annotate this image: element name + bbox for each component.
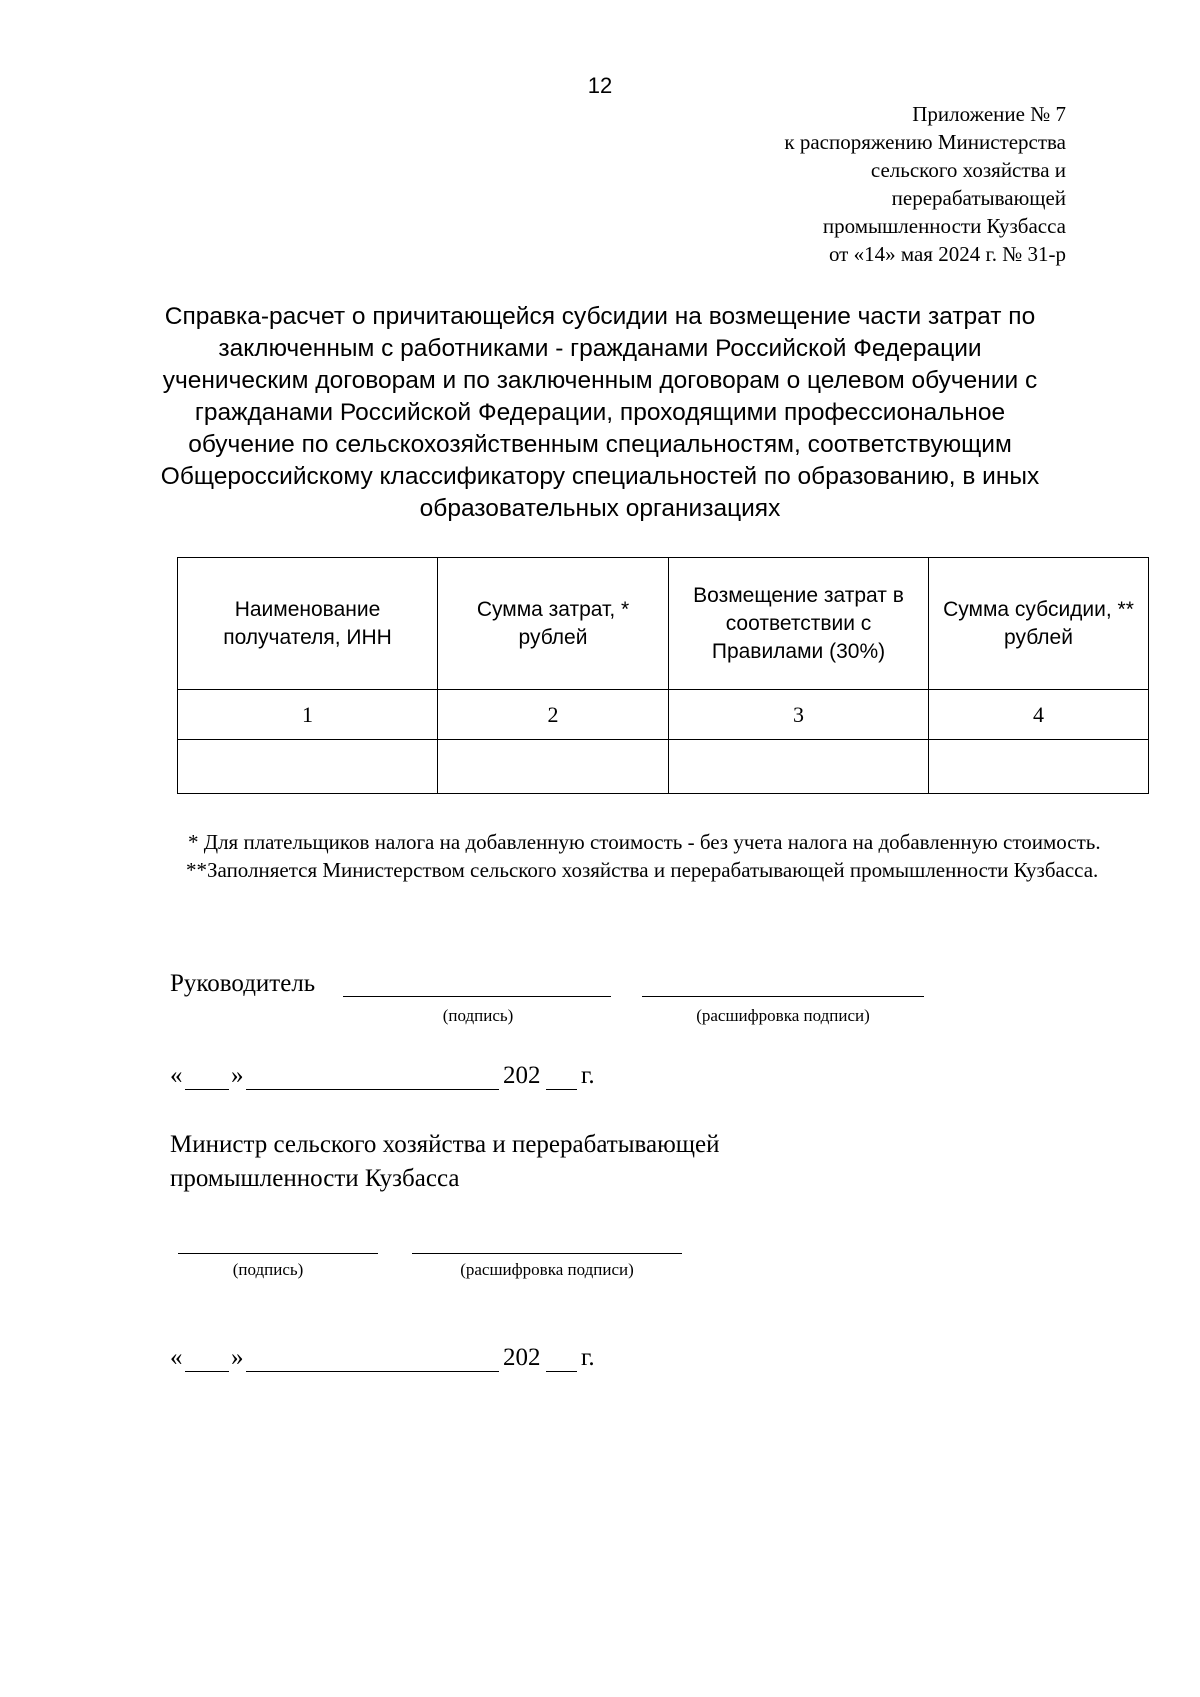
header-recipient: Наименование получателя, ИНН <box>178 558 438 690</box>
minister-title <box>170 1128 719 1196</box>
head-decoding-line[interactable] <box>642 996 924 997</box>
minister-title-line: Министр сельского хозяйства и перерабатывающей <box>170 1131 720 1158</box>
date-year-suffix: г. <box>581 1062 595 1089</box>
table-cell[interactable] <box>438 740 669 794</box>
footnote-vat: * Для плательщиков налога на добавленную стоимость - без учета налога на добавленную стоимость. <box>188 830 1101 854</box>
date-day-line[interactable] <box>185 1089 229 1090</box>
column-number: 2 <box>438 690 669 740</box>
table-cell[interactable] <box>669 740 929 794</box>
table-number-row <box>178 690 1149 740</box>
date-close-quote: » <box>231 1344 244 1371</box>
appendix-line: к распоряжению Министерства <box>784 130 1066 154</box>
date-year-prefix: 202 <box>503 1062 541 1089</box>
appendix-line: сельского хозяйства и <box>870 158 1066 182</box>
head-label: Руководитель <box>170 970 316 997</box>
table-cell[interactable] <box>929 740 1149 794</box>
date-open-quote: « <box>170 1062 183 1089</box>
head-signature-caption: (подпись) <box>442 1006 514 1025</box>
header-reimbursement: Возмещение затрат в соответствии с Правилами (30%) <box>669 558 929 690</box>
minister-signature-line[interactable] <box>178 1253 378 1254</box>
head-signature-line[interactable] <box>343 996 611 997</box>
minister-decoding-caption: (расшифровка подписи) <box>460 1260 634 1279</box>
footnote-ministry: **Заполняется Министерством сельского хозяйства и перерабатывающей промышленности Кузбасса. <box>186 858 1099 882</box>
date-year-line[interactable] <box>546 1089 577 1090</box>
table-row <box>178 740 1149 794</box>
date-day-line[interactable] <box>185 1371 229 1372</box>
column-number: 3 <box>669 690 929 740</box>
head-decoding-caption: (расшифровка подписи) <box>696 1006 870 1025</box>
table-cell[interactable] <box>178 740 438 794</box>
date-month-line[interactable] <box>246 1089 499 1090</box>
date-year-prefix: 202 <box>503 1344 541 1371</box>
appendix-line: промышленности Кузбасса <box>822 214 1066 238</box>
minister-title-line: промышленности Кузбасса <box>170 1165 460 1192</box>
document-title: Справка-расчет о причитающейся субсидии на возмещение части затрат по заключенным с работниками - гражданами Российской Федерации ученическим договорам и по заключенным договорам о целевом обучении с гражданами Российской Федерации, проходящими профессиональное обучение по сельскохозяйственным специальностям, соответствующим Общероссийскому классификатору специальностей по образованию, в иных образовательных организациях <box>160 303 1040 522</box>
appendix-line: от «14» мая 2024 г. № 31-р <box>828 242 1066 266</box>
date-year-line[interactable] <box>546 1371 577 1372</box>
appendix-line: Приложение № 7 <box>912 102 1066 126</box>
footnotes <box>170 828 1114 884</box>
header-subsidy: Сумма субсидии, ** рублей <box>929 558 1149 690</box>
appendix-line: перерабатывающей <box>891 186 1066 210</box>
date-close-quote: » <box>231 1062 244 1089</box>
column-number: 4 <box>929 690 1149 740</box>
header-costs: Сумма затрат, * рублей <box>438 558 669 690</box>
minister-signature-caption: (подпись) <box>232 1260 304 1279</box>
page-number: 12 <box>587 73 613 98</box>
table-header-row <box>178 558 1149 690</box>
date-year-suffix: г. <box>581 1344 595 1371</box>
date-open-quote: « <box>170 1344 183 1371</box>
calculation-table <box>177 557 1149 794</box>
date-month-line[interactable] <box>246 1371 499 1372</box>
column-number: 1 <box>178 690 438 740</box>
minister-decoding-line[interactable] <box>412 1253 682 1254</box>
appendix-block <box>784 100 1066 268</box>
